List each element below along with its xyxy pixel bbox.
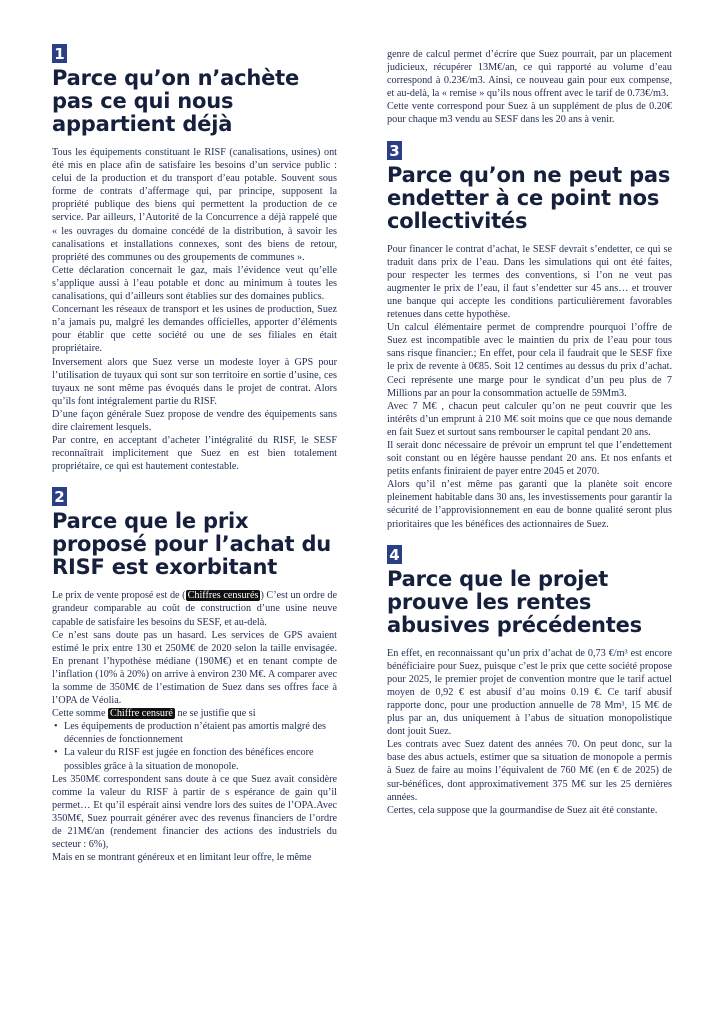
paragraph: Les 350M€ correspondent sans doute à ce que Suez avait considère comme la valeur du RISF à partir de s espérance de gain qu’il permet… Et qu’il espérait ainsi vendre lors des suites de l’OPA.Avec 350M€, Suez pourrait générer avec des revenus financiers de l’ordre de 21M€/an (rendement financier des actions des industriels du secteur : 6%), bbox=[52, 773, 337, 851]
paragraph: Pour financer le contrat d’achat, le SESF devrait s’endetter, ce qui se traduit dans prix de l’eau. Dans les simulations qui ont été faites, pour respecter les termes des conventions, si l’on ne veut pas augmenter le prix de l’eau, il faut s’endetter sur 45 ans… et trouver une banque qui accepte les conditions particulièrement favorables retenues dans cette hypothèse. bbox=[387, 243, 672, 321]
section-title: Parce qu’on ne peut pas endetter à ce point nos collectivités bbox=[387, 162, 671, 233]
section-3 bbox=[387, 141, 672, 531]
section-2-continued bbox=[387, 48, 672, 127]
text: Le prix de vente proposé est de ( bbox=[52, 590, 186, 602]
paragraph: En effet, en reconnaissant qu’un prix d’achat de 0,73 €/m³ est encore bénéficiaire pour Suez, puisque c’est le prix que cette société propose pour 2025, le premier projet de convention montre que le tarif actuel moyen de 0,92 € est abusif d’au moins 0.19 €. Ce tarif abusif rapporte donc, pour une production annuelle de 78 Mm³, 15 M€ de plus par an, dus uniquement à l’abus de situation monopolistique dont jouit Suez. bbox=[387, 647, 672, 738]
section-4 bbox=[387, 545, 672, 817]
paragraph: Inversement alors que Suez verse un modeste loyer à GPS pour l’utilisation de tuyaux qui sont sur son territoire en sortie d’usine, ces tuyaux ne sont même pas évoqués dans le projet de contrat. Alors qu’ils font intégralement partie du RISF. bbox=[52, 356, 337, 407]
paragraph: genre de calcul permet d’écrire que Suez pourrait, par un placement judicieux, récupérer 13M€/an, ce qui rapporté au volume d’eau correspond à 0.23€/m3. Ainsi, ce nouveau gain pour eux compense, et au-delà, la « remise » qu’ils nous offrent avec le tarif de 0.73€/m3. bbox=[387, 49, 672, 100]
section-number: 2 bbox=[52, 487, 67, 506]
paragraph: Certes, cela suppose que la gourmandise de Suez ait été constante. bbox=[387, 804, 658, 816]
bullet-list bbox=[52, 720, 337, 772]
paragraph: Ce n’est sans doute pas un hasard. Les services de GPS avaient estimé le prix entre 130 et 250M€ de 2020 selon la taille envisagée. En prenant l’hypothèse médiane (190M€) et en tenant compte de l’inflation (10% à 20%) on arrive à environ 230 M€. A comparer avec la somme de 350M€ de l’estimation de Suez dans ses offres face à l’OPA de Véolia. bbox=[52, 629, 337, 707]
paragraph bbox=[52, 589, 337, 628]
paragraph: Un calcul élémentaire permet de comprendre pourquoi l’offre de Suez est incompatible avec le maintien du prix de l’eau pour tous sans risque financier.; En effet, pour cela il faudrait que le SESF fixe le prix de revente à 0€85. Soit 12 centimes au dessus du prix d’achat. Ceci représente une marge pour le syndicat d’un peu plus de 7 Millions par an pour la consommation actuelle de 59Mm3. bbox=[387, 322, 672, 399]
text: ) C’est un ordre de grandeur comparable au coût de construction d’une usine neuve capable de satisfaire les besoins du SESF, et au-delà. bbox=[52, 590, 337, 628]
paragraph: Concernant les réseaux de transport et les usines de production, Suez n’a jamais pu, malgré les demandes officielles, apporter d’éléments pour établir que cette société ou une de ses filiales en était propriétaire. bbox=[52, 304, 337, 355]
censored-label: Chiffre censuré bbox=[110, 708, 173, 720]
censored-label: Chiffres censurés bbox=[187, 590, 259, 602]
paragraph: Cette déclaration concernait le gaz, mais l’évidence veut qu’elle s’applique aussi à l’eau potable et donc au minimum à toutes les canalisations, qui d’ailleurs sont établies sur des domaines publics. bbox=[52, 264, 337, 303]
text: Cette somme bbox=[52, 708, 109, 720]
section-2 bbox=[52, 487, 337, 864]
paragraph: Cette vente correspond pour Suez à un supplément de plus de 0.20€ pour chaque m3 vendu au SESF dans les 20 ans à venir. bbox=[387, 101, 672, 126]
paragraph bbox=[52, 707, 337, 720]
paragraph: D’une façon générale Suez propose de vendre des équipements sans dire clairement lesquels. bbox=[52, 408, 337, 433]
section-title: Parce que le prix proposé pour l’achat du RISF est exorbitant bbox=[52, 509, 332, 580]
section-title: Parce qu’on n’achète pas ce qui nous appartient déjà bbox=[52, 66, 300, 136]
paragraph: Par contre, en acceptant d’acheter l’intégralité du RISF, le SESF reconnaîtrait implicitement que Suez en est bien totalement propriétaire, ce qui est hautement contestable. bbox=[52, 435, 337, 473]
paragraph: Tous les équipements constituant le RISF (canalisations, usines) ont été mis en place afin de satisfaire les besoins d’un service public : celui de la production et du transport d’eau potable. Souvent sous forme de contrats d’affermage qui, par principe, supposent la propriété publique des biens qui permettent la production de ce service. Par ailleurs, l’Autorité de la Concurrence a déjà rappelé que « les ouvrages du domaine concédé de la distribution, à savoir les canalisations et installations connexes, sont des biens de retour, propriété des communes ou des groupements de communes ». bbox=[52, 147, 337, 263]
paragraph: Les contrats avec Suez datent des années 70. On peut donc, sur la base des abus actuels, estimer que sa situation de monopole a permis à Suez de faire au moins l’équivalent de 760 M€ (en € de 2025) de sur-bénéfices, dont approximativement 375 M€ sur les 25 dernières années. bbox=[387, 739, 672, 803]
section-number: 1 bbox=[52, 44, 67, 63]
section-1 bbox=[52, 44, 337, 473]
paragraph: Mais en se montrant généreux et en limitant leur offre, le même bbox=[52, 852, 312, 864]
section-number: 4 bbox=[387, 545, 402, 564]
list-item: • La valeur du RISF est jugée en fonction des bénéfices encore possibles grâce à la situation de monopole. bbox=[64, 746, 337, 772]
paragraph: Avec 7 M€ , chacun peut calculer qu’on ne peut couvrir que les intérêts d’un emprunt à 210 M€ soit moins que ce que nous demande en fait Suez et surtout sans rembourser le capital pendant 20 ans. bbox=[387, 400, 672, 438]
section-title: Parce que le projet prouve les rentes abusives précédentes bbox=[387, 566, 642, 637]
paragraph: Alors qu’il n’est même pas garanti que la planète soit encore pleinement habitable dans 30 ans, les investissements pour garantir la sécurité de l’approvisionnement en eau de bonne qualité seront plus prioritaires que les bénéfices des actionnaires de Suez. bbox=[387, 479, 672, 530]
right-column bbox=[387, 48, 672, 831]
left-column bbox=[52, 44, 337, 878]
list-item: • Les équipements de production n’étaient pas amortis malgré des décennies de fonctionnement bbox=[64, 720, 337, 746]
paragraph: Il serait donc nécessaire de prévoir un emprunt tel que l’endettement soit constant ou en légère hausse pendant 20 ans. Et nos enfants et petits enfants finiraient de payer entre 2045 et 2070. bbox=[387, 439, 672, 478]
section-number: 3 bbox=[387, 141, 402, 160]
text: ne se justifie que si bbox=[174, 708, 256, 720]
